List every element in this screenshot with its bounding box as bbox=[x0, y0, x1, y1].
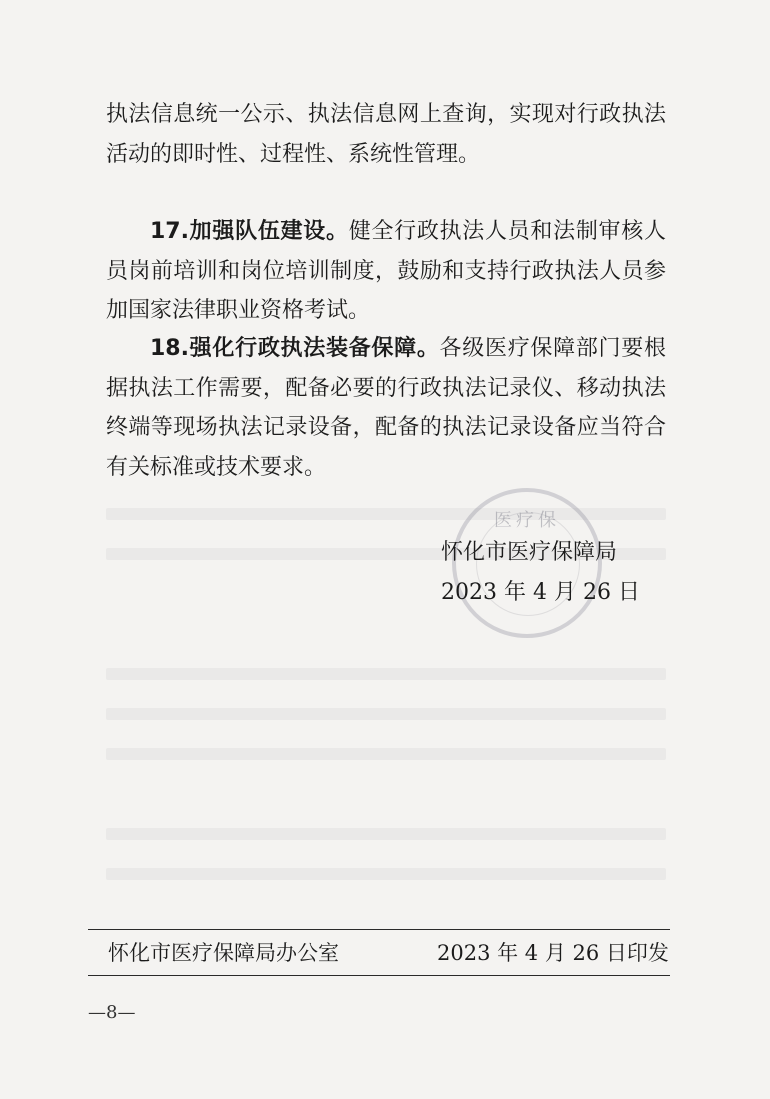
bleed-through-line bbox=[106, 668, 666, 680]
seal-text: 医疗保 bbox=[494, 510, 560, 531]
signature-date: 2023 年 4 月 26 日 bbox=[441, 580, 640, 605]
bleed-through-line bbox=[106, 708, 666, 720]
paragraph-continuation: 执法信息统一公示、执法信息网上查询，实现对行政执法活动的即时性、过程性、系统性管理。 bbox=[106, 102, 666, 167]
page-number: —8— bbox=[88, 1002, 136, 1023]
paragraph-item-17 bbox=[106, 212, 666, 331]
signature-organization: 怀化市医疗保障局 bbox=[441, 540, 618, 565]
footer-issuing-office: 怀化市医疗保障局办公室 bbox=[108, 941, 339, 965]
bleed-through-line bbox=[106, 828, 666, 840]
footer-rule-top bbox=[88, 929, 670, 930]
item-18-heading: 18.强化行政执法装备保障。 bbox=[150, 336, 440, 361]
item-18-text: 各级医疗保障部门要根据执法工作需要，配备必要的行政执法记录仪、移动执法终端等现场执法记录设备，配备的执法记录设备应当符合有关标准或技术要求。 bbox=[106, 336, 666, 480]
bleed-through-line bbox=[106, 868, 666, 880]
item-17-text: 健全行政执法人员和法制审核人员岗前培训和岗位培训制度，鼓励和支持行政执法人员参加国家法律职业资格考试。 bbox=[106, 219, 666, 323]
footer-issue-date: 2023 年 4 月 26 日印发 bbox=[437, 941, 669, 965]
item-17-heading: 17.加强队伍建设。 bbox=[150, 219, 349, 244]
bleed-through-line bbox=[106, 748, 666, 760]
paragraph-item-18 bbox=[106, 329, 666, 487]
footer-rule-bottom bbox=[88, 975, 670, 976]
